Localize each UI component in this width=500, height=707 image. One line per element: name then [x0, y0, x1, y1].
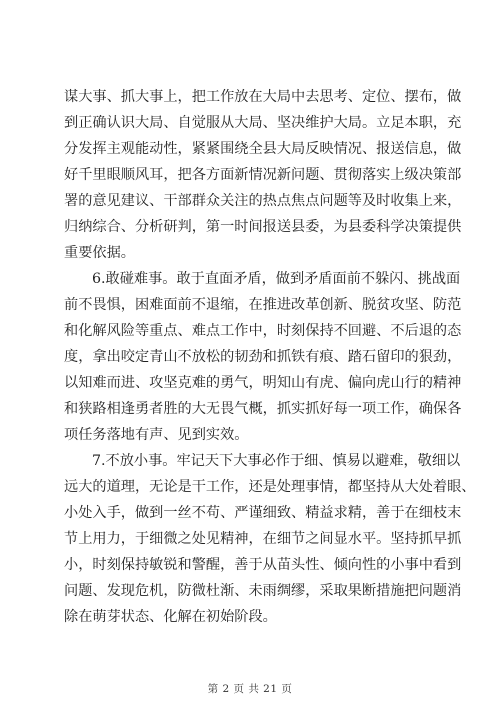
- text-line: 前不畏惧，困难面前不退缩，在推进改革创新、脱贫攻坚、防范: [64, 297, 462, 313]
- text-line: 问题、发现危机，防微杜渐、未雨绸缪，采取果断措施把问题消: [64, 583, 462, 599]
- paragraph-heading-line: 7.不放小事。牢记天下大事必作于细、慎易以避难，敬细以: [92, 453, 461, 469]
- text-line: 除在萌芽状态、化解在初始阶段。: [64, 609, 277, 625]
- text-line: 和狭路相逢勇者胜的大无畏气概，抓实抓好每一项工作，确保各: [64, 401, 462, 417]
- text-line: 小处入手，做到一丝不苟、严谨细致、精益求精，善于在细枝末: [64, 505, 462, 521]
- text-line: 项任务落地有声、见到实效。: [64, 427, 249, 443]
- text-line: 分发挥主观能动性，紧紧围绕全县大局反映情况、报送信息，做: [64, 141, 462, 157]
- text-line: 谋大事、抓大事上，把工作放在大局中去思考、定位、摆布，做: [64, 89, 462, 105]
- text-line: 节上用力，于细微之处见精神，在细节之间显水平。坚持抓早抓: [64, 531, 462, 547]
- text-line: 小，时刻保持敏锐和警醒，善于从苗头性、倾向性的小事中看到: [64, 557, 462, 573]
- text-line: 好千里眼顺风耳，把各方面新情况新问题、贯彻落实上级决策部: [64, 167, 462, 183]
- text-line: 和化解风险等重点、难点工作中，时刻保持不回避、不后退的态: [64, 323, 462, 339]
- text-line: 以知难而进、攻坚克难的勇气，明知山有虎、偏向虎山行的精神: [64, 375, 462, 391]
- text-line: 度，拿出咬定青山不放松的韧劲和抓铁有痕、踏石留印的狠劲，: [64, 349, 462, 365]
- text-line: 署的意见建议、干部群众关注的热点焦点问题等及时收集上来，: [64, 193, 462, 209]
- text-line: 归纳综合、分析研判，第一时间报送县委，为县委科学决策提供: [64, 219, 462, 235]
- text-line: 远大的道理，无论是干工作，还是处理事情，都坚持从大处着眼、: [64, 479, 476, 495]
- text-line: 到正确认识大局、自觉服从大局、坚决维护大局。立足本职，充: [64, 115, 462, 131]
- paragraph-heading-line: 6.敢碰难事。敢于直面矛盾，做到矛盾面前不躲闪、挑战面: [92, 271, 461, 287]
- page-number-footer: 第 2 页 共 21 页: [207, 683, 293, 695]
- text-line: 重要依据。: [64, 245, 135, 261]
